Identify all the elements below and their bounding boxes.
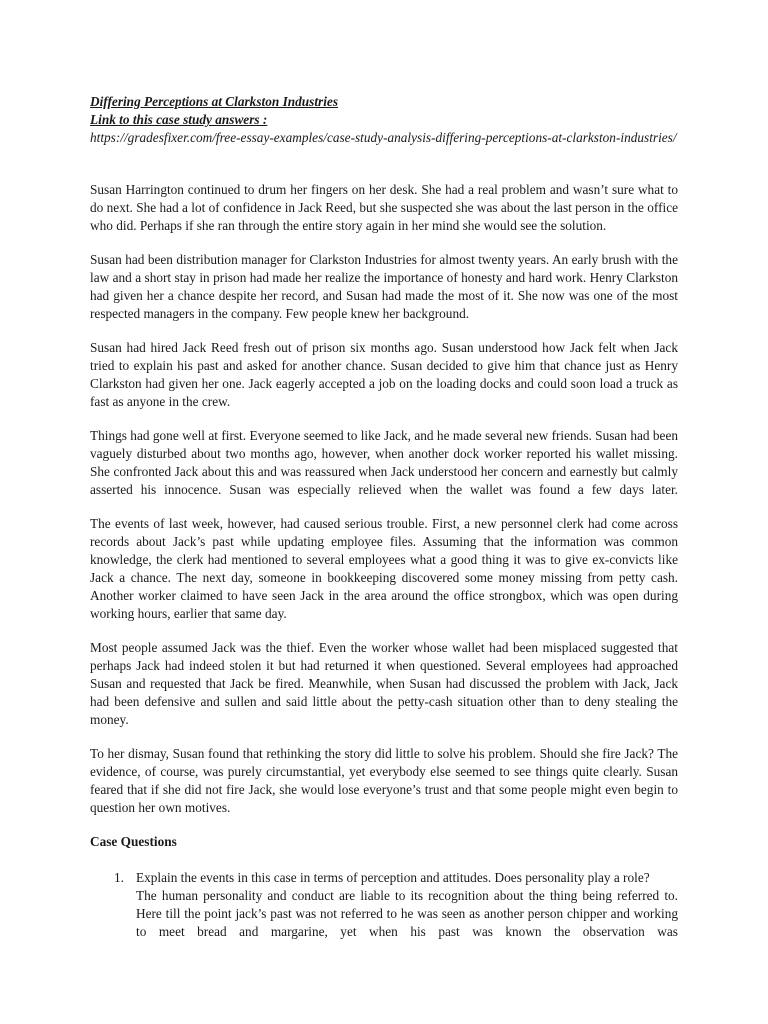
case-questions-list — [90, 869, 678, 941]
paragraph-4: Things had gone well at first. Everyone seemed to like Jack, and he made several new friends. Susan had been vaguely disturbed about two months ago, however, when another dock worker reported his wallet missing. She confronted Jack about this and was reassured when Jack understood her concern and earnestly but calmly asserted his innocence. Susan was especially relieved when the wallet was found a few days later. — [90, 428, 678, 497]
paragraph-7: To her dismay, Susan found that rethinking the story did little to solve his problem. Should she fire Jack? The evidence, of course, was purely circumstantial, yet everybody else seemed to see things quite clearly. Susan feared that if she did not fire Jack, she would lose everyone’s trust and that some people might even begin to question her own motives. — [90, 746, 678, 815]
document-header — [90, 93, 678, 147]
answers-link-url[interactable]: https://gradesfixer.com/free-essay-examples/case-study-analysis-differing-perceptions-at-clarkston-industries/ — [90, 130, 677, 145]
paragraph-2: Susan had been distribution manager for Clarkston Industries for almost twenty years. An early brush with the law and a short stay in prison had made her realize the importance of honesty and hard work. Henry Clarkston had given her a chance despite her record, and Susan had made the most of it. She now was one of the most respected managers in the company. Few people knew her background. — [90, 252, 678, 321]
document-content — [90, 93, 678, 941]
answers-link-label: Link to this case study answers : — [90, 112, 268, 127]
case-questions-heading: Case Questions — [90, 834, 177, 849]
question-number: 1. — [114, 870, 124, 885]
question-text: Explain the events in this case in terms of perception and attitudes. Does personality play a role? — [136, 870, 650, 885]
paragraph-6: Most people assumed Jack was the thief. Even the worker whose wallet had been misplaced suggested that perhaps Jack had indeed stolen it but had returned it when questioned. Several employees had approached Susan and requested that Jack be fired. Meanwhile, when Susan had discussed the problem with Jack, Jack had been defensive and sullen and said little about the petty-cash situation other than to deny stealing the money. — [90, 640, 678, 727]
paragraph-5: The events of last week, however, had caused serious trouble. First, a new personnel clerk had come across records about Jack’s past while updating employee files. Assuming that the information was common knowledge, the clerk had mentioned to several employees what a good thing it was to give ex-convicts like Jack a chance. The next day, someone in bookkeeping discovered some money missing from petty cash. Another worker claimed to have seen Jack in the area around the office strongbox, which was open during working hours, earlier that same day. — [90, 516, 678, 621]
spacer — [90, 147, 678, 181]
paragraph-3: Susan had hired Jack Reed fresh out of prison six months ago. Susan understood how Jack felt when Jack tried to explain his past and asked for another chance. Susan decided to give him that chance just as Henry Clarkston had given her one. Jack eagerly accepted a job on the loading docks and could soon load a truck as fast as anyone in the crew. — [90, 340, 678, 409]
list-item — [90, 869, 678, 941]
document-title: Differing Perceptions at Clarkston Industries — [90, 94, 338, 109]
question-answer: The human personality and conduct are liable to its recognition about the thing being referred to. Here till the point jack’s past was not referred to he was seen as another person chipper and working to meet bread and margarine, yet when his past was known the observation was — [136, 888, 678, 939]
paragraph-1: Susan Harrington continued to drum her fingers on her desk. She had a real problem and wasn’t sure what to do next. She had a lot of confidence in Jack Reed, but she suspected she was about the last person in the office who did. Perhaps if she ran through the entire story again in her mind she would see the solution. — [90, 182, 678, 233]
